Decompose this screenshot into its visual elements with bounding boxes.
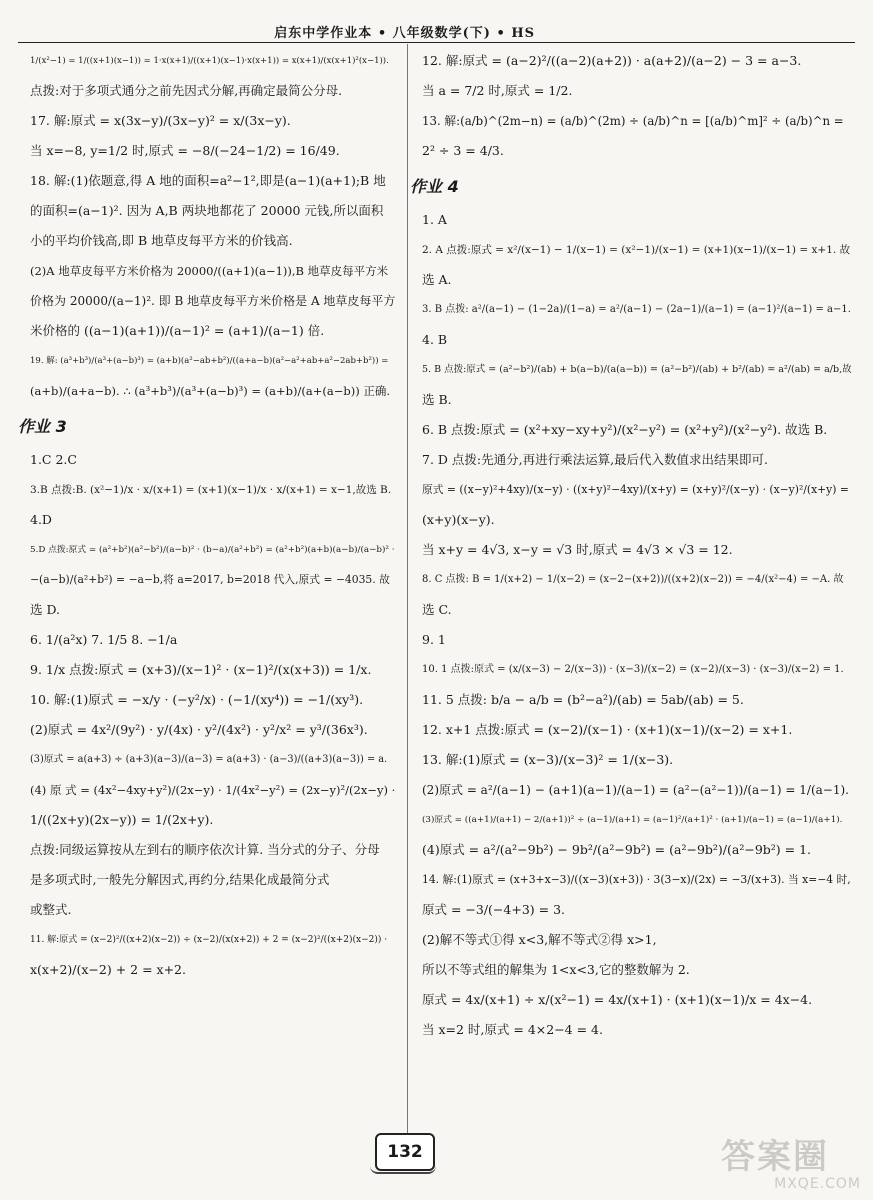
answer-line: 11. 解:原式 = (x−2)²/((x+2)(x−2)) ÷ (x−2)/(x(x+2)) + 2 = (x−2)²/((x+2)(x−2)) · xyxy=(30,935,388,945)
answer-line: 价格为 20000/(a−1)². 即 B 地草皮每平方米价格是 A 地草皮每平方 xyxy=(30,294,395,308)
answer-line: 5.D 点拨:原式 = (a²+b²)(a²−b²)/(a−b)² · (b−a)/(a²+b²) = (a²+b²)(a+b)(a−b)/(a−b)² · xyxy=(30,545,395,555)
answer-line: 米价格的 ((a−1)(a+1))/(a−1)² = (a+1)/(a−1) 倍. xyxy=(30,323,325,338)
answer-line: 3. B 点拨: a²/(a−1) − (1−2a)/(1−a) = a²/(a−1) − (2a−1)/(a−1) = (a−1)²/(a−1) = a−1. xyxy=(422,304,851,315)
answer-line: 12. 解:原式 = (a−2)²/((a−2)(a+2)) · a(a+2)/(a−2) − 3 = a−3. xyxy=(422,53,802,68)
answer-line: 当 a = 7/2 时,原式 = 1/2. xyxy=(422,83,573,98)
page-number: 132 xyxy=(375,1133,435,1171)
answer-line: (2)原式 = a²/(a−1) − (a+1)(a−1)/(a−1) = (a²−(a²−1))/(a−1) = 1/(a−1). xyxy=(422,783,849,797)
answer-line: 19. 解: (a³+b³)/(a³+(a−b)³) = (a+b)(a²−ab+b²)/((a+a−b)(a²−a²+ab+a²−2ab+b²)) = xyxy=(30,356,389,366)
answer-line: 5. B 点拨:原式 = (a²−b²)/(ab) + b(a−b)/(a(a−b)) = (a²−b²)/(ab) + b²/(ab) = a²/(ab) = a/b,故 xyxy=(422,364,852,375)
answer-line: 的面积=(a−1)². 因为 A,B 两块地都花了 20000 元钱,所以面积 xyxy=(30,203,384,218)
answer-line: 选 D. xyxy=(30,602,61,617)
answer-line: 选 A. xyxy=(422,272,452,287)
header-title: 启东中学作业本 • 八年级数学(下) • HS xyxy=(274,26,535,41)
answer-line: 1.C 2.C xyxy=(30,452,77,467)
answer-line: 13. 解:(a/b)^(2m−n) = (a/b)^(2m) ÷ (a/b)^n = [(a/b)^m]² ÷ (a/b)^n = xyxy=(422,114,844,128)
answer-line: 选 B. xyxy=(422,392,452,407)
answer-line: 点拨:同级运算按从左到右的顺序依次计算. 当分式的分子、分母 xyxy=(30,842,380,857)
answer-line: (x+y)(x−y). xyxy=(422,512,495,527)
answer-line: 6. 1/(a²x) 7. 1/5 8. −1/a xyxy=(30,632,178,647)
answer-line: (4)原式 = a²/(a²−9b²) − 9b²/(a²−9b²) = (a²−9b²)/(a²−9b²) = 1. xyxy=(422,842,812,857)
answer-line: 当 x=−8, y=1/2 时,原式 = −8/(−24−1/2) = 16/49. xyxy=(30,143,340,158)
answer-line: 或整式. xyxy=(30,902,72,917)
answer-line: (3)原式 = ((a+1)/(a+1) − 2/(a+1))² ÷ (a−1)/(a+1) = (a−1)²/(a+1)² · (a+1)/(a−1) = (a−1)/(a+1). xyxy=(422,815,843,825)
answer-line: 4. B xyxy=(422,332,448,347)
answer-line: (2)解不等式①得 x<3,解不等式②得 x>1, xyxy=(422,932,657,947)
answer-line: 13. 解:(1)原式 = (x−3)/(x−3)² = 1/(x−3). xyxy=(422,752,674,767)
answer-line: 2. A 点拨:原式 = x²/(x−1) − 1/(x−1) = (x²−1)/(x−1) = (x+1)(x−1)/(x−1) = x+1. 故 xyxy=(422,244,851,256)
answer-line: 12. x+1 点拨:原式 = (x−2)/(x−1) · (x+1)(x−1)/(x−2) = x+1. xyxy=(422,722,793,737)
answer-line: 小的平均价钱高,即 B 地草皮每平方米的价钱高. xyxy=(30,233,293,248)
answer-line: 点拨:对于多项式通分之前先因式分解,再确定最简公分母. xyxy=(30,83,343,98)
watermark-site: MXQE.COM xyxy=(774,1176,861,1192)
answer-line: 8. C 点拨: B = 1/(x+2) − 1/(x−2) = (x−2−(x+2))/((x+2)(x−2)) = −4/(x²−4) = −A. 故 xyxy=(422,574,844,585)
answer-line: 是多项式时,一般先分解因式,再约分,结果化成最简分式 xyxy=(30,872,330,887)
answer-line: 9. 1/x 点拨:原式 = (x+3)/(x−1)² · (x−1)²/(x(x+3)) = 1/x. xyxy=(30,662,372,677)
answer-line: 当 x+y = 4√3, x−y = √3 时,原式 = 4√3 × √3 = 12. xyxy=(422,542,733,557)
answer-line: (2)A 地草皮每平方米价格为 20000/((a+1)(a−1)),B 地草皮每平方米 xyxy=(30,264,389,278)
answer-line: 选 C. xyxy=(422,602,452,617)
answer-line: 原式 = ((x−y)²+4xy)/(x−y) · ((x+y)²−4xy)/(x+y) = (x+y)²/(x−y) · (x−y)²/(x+y) = xyxy=(422,483,849,496)
answer-line: 原式 = −3/(−4+3) = 3. xyxy=(422,902,566,917)
watermark-logo: 答案圈 xyxy=(721,1137,829,1177)
answer-line: 18. 解:(1)依题意,得 A 地的面积=a²−1²,即是(a−1)(a+1);B 地 xyxy=(30,173,386,188)
answer-line: 10. 解:(1)原式 = −x/y · (−y²/x) · (−1/(xy⁴)) = −1/(xy³). xyxy=(30,692,364,707)
answer-line: 1. A xyxy=(422,212,447,227)
answer-line: (4) 原 式 = (4x²−4xy+y²)/(2x−y) · 1/(4x²−y²) = (2x−y)²/(2x−y) · xyxy=(30,783,395,797)
section-heading: 作业 3 xyxy=(18,417,67,436)
answer-line: 6. B 点拨:原式 = (x²+xy−xy+y²)/(x²−y²) = (x²+y²)/(x²−y²). 故选 B. xyxy=(422,422,828,437)
answer-line: 所以不等式组的解集为 1<x<3,它的整数解为 2. xyxy=(422,962,690,977)
answer-line: −(a−b)/(a²+b²) = −a−b,将 a=2017, b=2018 代入,原式 = −4035. 故 xyxy=(30,573,390,586)
answer-line: 7. D 点拨:先通分,再进行乘法运算,最后代入数值求出结果即可. xyxy=(422,452,769,467)
answer-line: (3)原式 = a(a+3) ÷ (a+3)(a−3)/(a−3) = a(a+3) · (a−3)/((a+3)(a−3)) = a. xyxy=(30,754,388,765)
answer-line: 11. 5 点拨: b/a − a/b = (b²−a²)/(ab) = 5ab/(ab) = 5. xyxy=(422,692,744,707)
answer-line: 14. 解:(1)原式 = (x+3+x−3)/((x−3)(x+3)) · 3(3−x)/(2x) = −3/(x+3). 当 x=−4 时, xyxy=(422,873,851,886)
answer-line: 当 x=2 时,原式 = 4×2−4 = 4. xyxy=(422,1022,603,1037)
answer-line: 1/((2x+y)(2x−y)) = 1/(2x+y). xyxy=(30,812,214,827)
answer-line: 3.B 点拨:B. (x²−1)/x · x/(x+1) = (x+1)(x−1)/x · x/(x+1) = x−1,故选 B. xyxy=(30,484,392,496)
right-column xyxy=(410,52,852,1051)
answer-line: 9. 1 xyxy=(422,632,446,647)
column-divider xyxy=(407,44,408,1139)
answer-line: x(x+2)/(x−2) + 2 = x+2. xyxy=(30,962,186,977)
answer-line: 4.D xyxy=(30,512,52,527)
section-heading: 作业 4 xyxy=(410,177,459,196)
page-header xyxy=(18,16,855,43)
answer-line: (a+b)/(a+a−b). ∴ (a³+b³)/(a³+(a−b)³) = (a+b)/(a+(a−b)) 正确. xyxy=(30,384,390,398)
answer-line: (2)原式 = 4x²/(9y²) · y/(4x) · y²/(4x²) · y²/x² = y³/(36x³). xyxy=(30,722,368,737)
answer-line: 1/(x²−1) = 1/((x+1)(x−1)) = 1·x(x+1)/((x+1)(x−1)·x(x+1)) = x(x+1)/(x(x+1)²(x−1)). xyxy=(30,56,389,66)
watermark xyxy=(721,1138,861,1194)
answer-line: 2² ÷ 3 = 4/3. xyxy=(422,143,504,158)
answer-line: 10. 1 点拨:原式 = (x/(x−3) − 2/(x−3)) · (x−3)/(x−2) = (x−2)/(x−3) · (x−3)/(x−2) = 1. xyxy=(422,664,844,675)
answer-line: 原式 = 4x/(x+1) ÷ x/(x²−1) = 4x/(x+1) · (x+1)(x−1)/x = 4x−4. xyxy=(422,992,813,1007)
answer-line: 17. 解:原式 = x(3x−y)/(3x−y)² = x/(3x−y). xyxy=(30,113,291,128)
left-column xyxy=(18,52,395,991)
